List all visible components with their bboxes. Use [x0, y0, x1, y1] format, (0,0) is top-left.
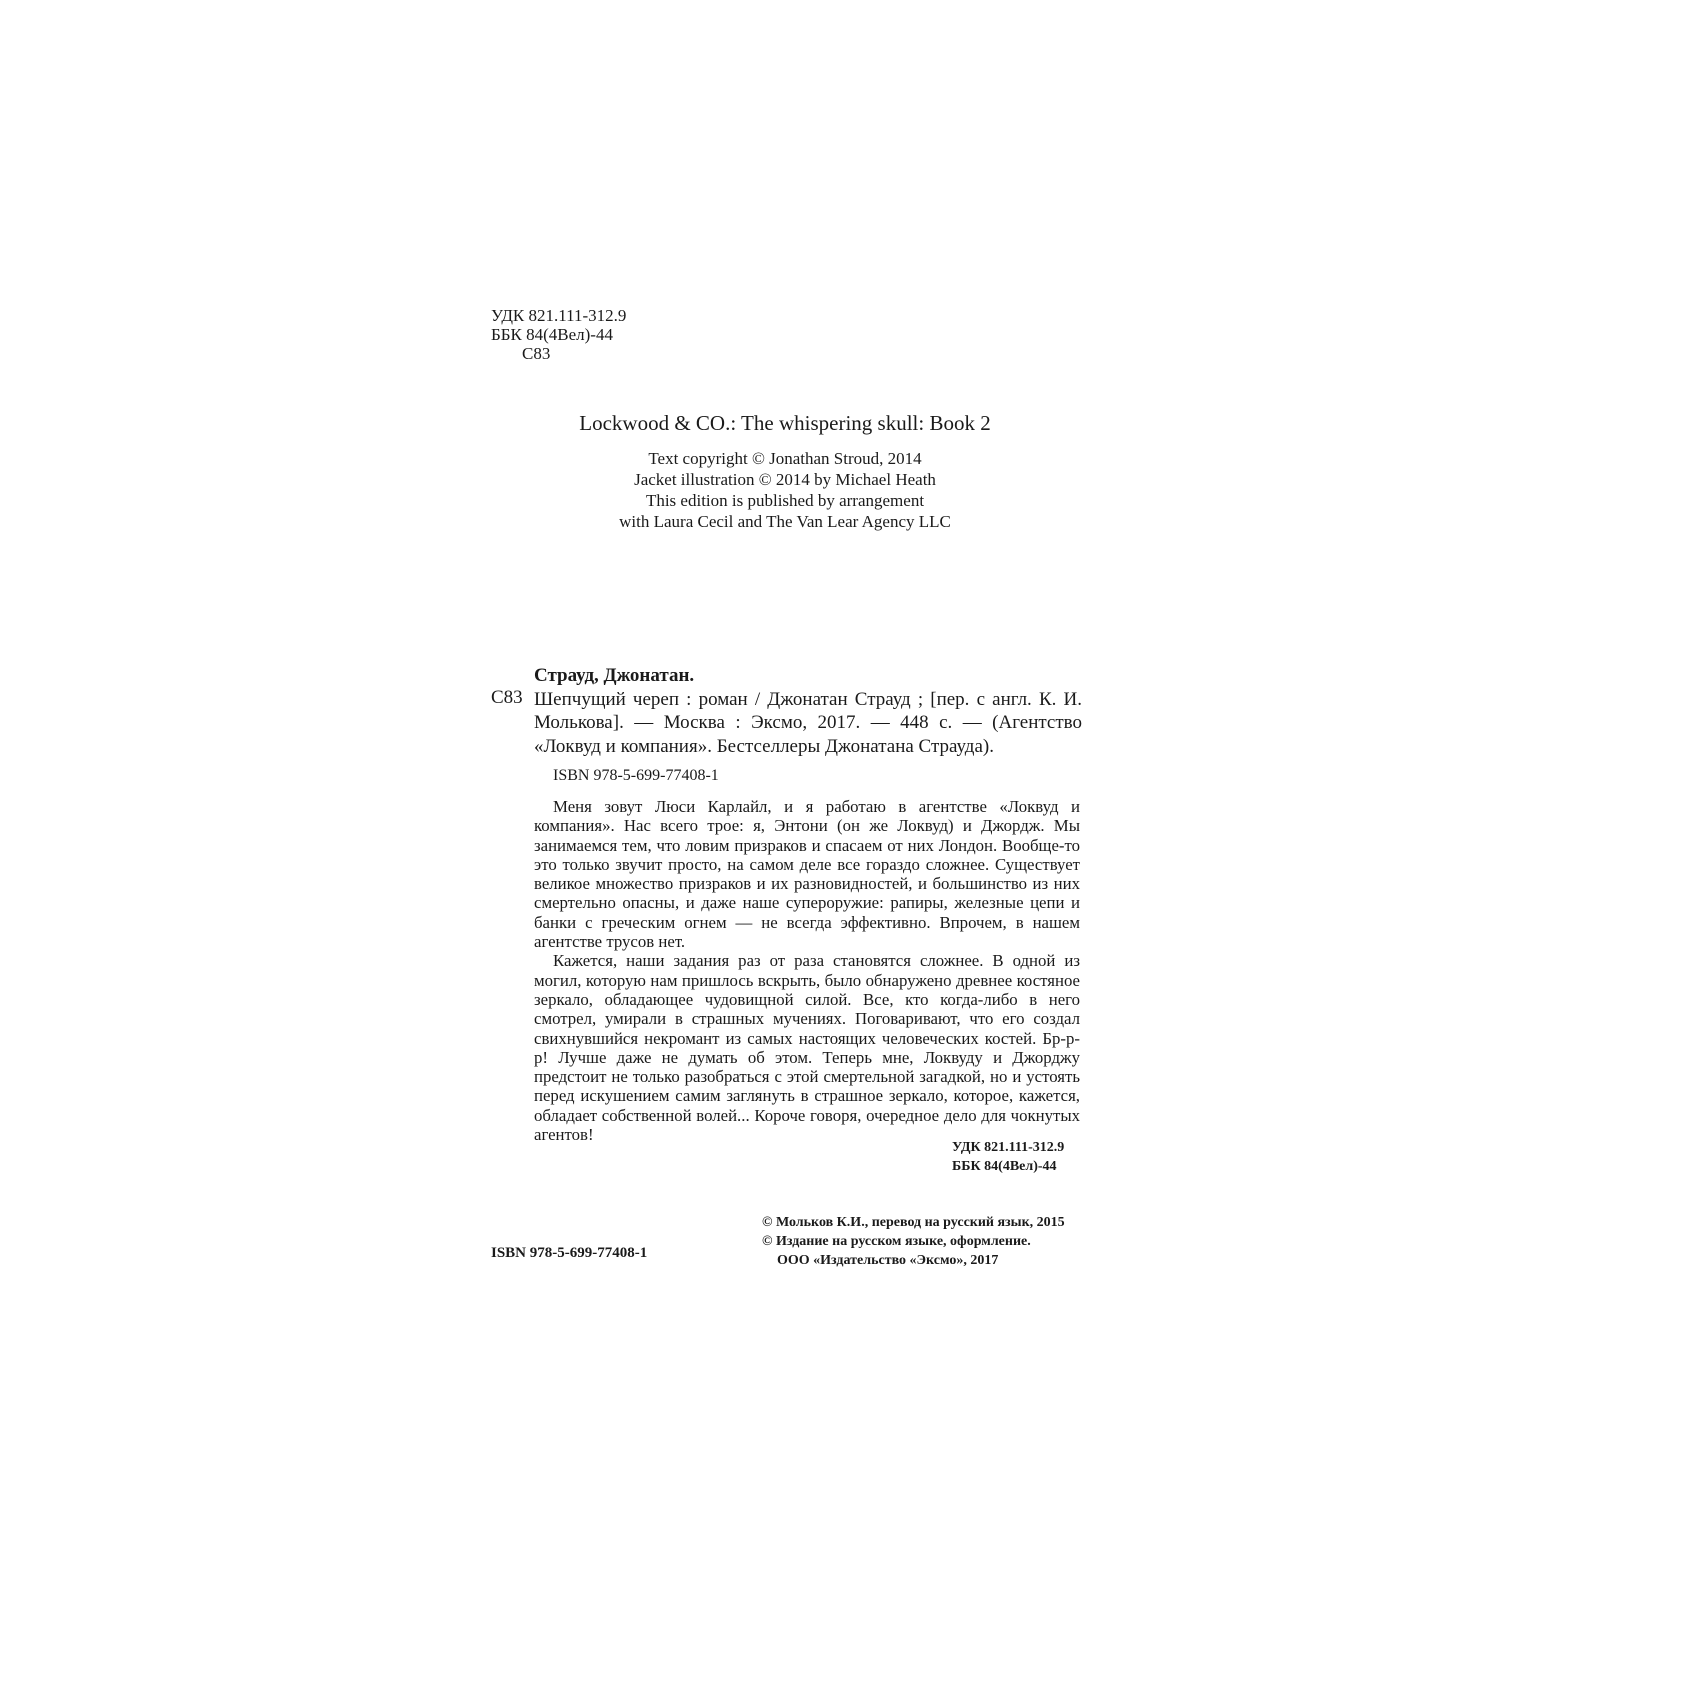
annotation-paragraph: Кажется, наши задания раз от раза становятся сложнее. В одной из могил, которую нам пришлось вскрыть, было обнаружено древнее костяное зеркало, обладающее чудовищной силой. Все, кто когда-либо в него смотрел, умирали в страшных мучениях. Поговаривают, что его создал свихнувшийся некромант из самых настоящих человеческих костей. Бр-р-р! Лучше даже не думать об этом. Теперь мне, Локвуду и Джорджу предстоит не только разобраться с этой смертельной загадкой, но и устоять перед искушением самим заглянуть в страшное зеркало, которое, кажется, обладает собственной волей... Короче говоря, очередное дело для чокнутых агентов!: [534, 951, 1080, 1145]
author-mark: С83: [522, 344, 551, 363]
bibliographic-record: [534, 664, 1082, 758]
bib-description: Шепчущий череп : роман / Джонатан Страуд ; [пер. с англ. К. И. Молькова]. — Москва : Эксмо, 2017. — 448 с. — (Агентство «Локвуд и компания». Бестселлеры Джонатана Страуда).: [534, 688, 1082, 757]
bbk-code-bold: ББК 84(4Вел)-44: [952, 1159, 1057, 1174]
copyright-line: ООО «Издательство «Эксмо», 2017: [777, 1253, 999, 1268]
credit-line: Jacket illustration © 2014 by Michael Heath: [634, 470, 936, 489]
copyright-line: © Мольков К.И., перевод на русский язык, 2015: [762, 1215, 1065, 1230]
copyright-line: © Издание на русском языке, оформление.: [762, 1234, 1031, 1249]
bib-author-mark: С83: [491, 687, 523, 708]
classification-codes: [491, 306, 626, 363]
bib-isbn: ISBN 978-5-699-77408-1: [553, 767, 719, 784]
author-heading: Страуд, Джонатан.: [534, 665, 695, 686]
bbk-code: ББК 84(4Вел)-44: [491, 325, 613, 344]
credit-line: This edition is published by arrangement: [645, 491, 925, 510]
udk-code-bold: УДК 821.111-312.9: [952, 1140, 1065, 1155]
credit-line: with Laura Cecil and The Van Lear Agency LLC: [619, 512, 951, 531]
original-title: Lockwood & CO.: The whispering skull: Book 2: [579, 411, 991, 435]
udk-code: УДК 821.111-312.9: [491, 306, 627, 325]
copyright-block: [762, 1213, 1065, 1270]
footer-isbn: ISBN 978-5-699-77408-1: [491, 1245, 648, 1261]
annotation: [534, 797, 1080, 1144]
original-credits: [0, 448, 1570, 532]
annotation-paragraph: Меня зовут Люси Карлайл, и я работаю в агентстве «Локвуд и компания». Нас всего трое: я, Энтони (он же Локвуд) и Джордж. Мы занимаемся тем, что ловим призраков и спасаем от них Лондон. Вообще-то это только звучит просто, на самом деле все гораздо сложнее. Существует великое множество призраков и их разновидностей, и большинство из них смертельно опасны, и даже наше супероружие: рапиры, железные цепи и банки с греческим огнем — не всегда эффективно. Впрочем, в нашем агентстве трусов нет.: [534, 797, 1080, 952]
credit-line: Text copyright © Jonathan Stroud, 2014: [648, 449, 922, 468]
annotation-codes: [952, 1138, 1064, 1176]
